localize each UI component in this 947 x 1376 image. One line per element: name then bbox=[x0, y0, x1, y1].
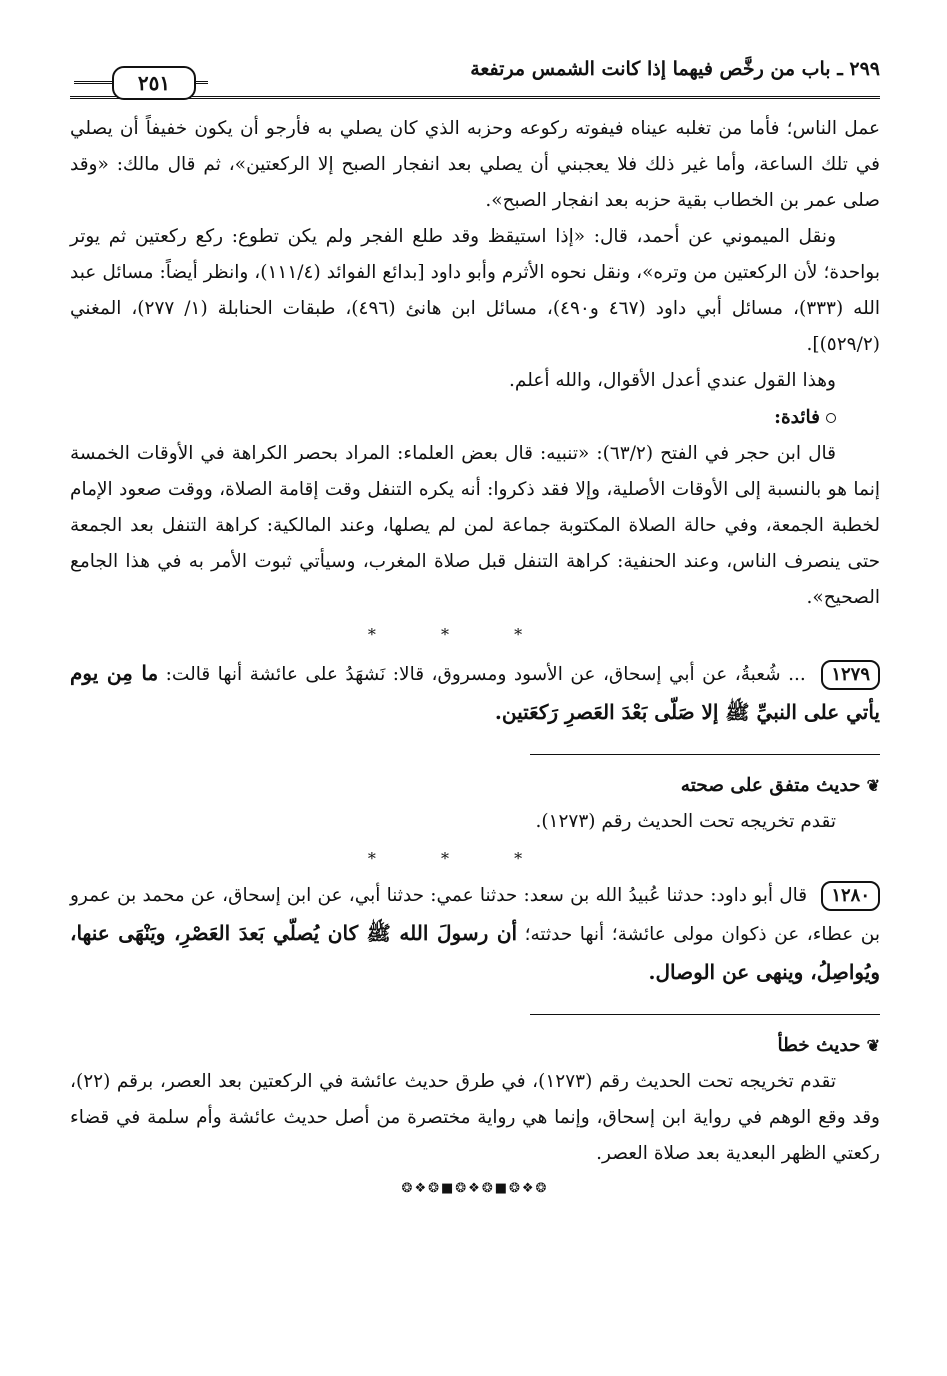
book-page bbox=[70, 52, 880, 1202]
faida-heading-line bbox=[70, 400, 880, 436]
paragraph-3: وهذا القول عندي أعدل الأقوال، والله أعلم. bbox=[509, 370, 836, 392]
hadith-number-1279: ١٢٧٩ bbox=[821, 660, 880, 690]
page-number: ٢٥١ bbox=[112, 66, 196, 100]
paragraph-2: ونقل الميموني عن أحمد، قال: «إذا استيقظ وقد طلع الفجر ولم يكن تطوع: ركع ركعتين ثم يوتر بواحدة؛ لأن الركعتين من وتره»، ونقل نحوه الأثرم وأبو داود [بدائع الفوائد (١١١/٤)، وانظر أيضاً: مسائل عبد الله (٣٣٣)، مسائل أبي داود (٤٦٧ و٤٩٠)، مسائل ابن هانئ (٤٩٦)، طبقات الحنابلة (١/ ٢٧٧)، المغني (٥٢٩/٢)]. bbox=[70, 226, 881, 356]
takhrij-1280-text: تقدم تخريجه تحت الحديث رقم (١٢٧٣)، في طرق حديث عائشة في الركعتين بعد العصر، برقم (٢٢)، وقد وقع الوهم في رواية ابن إسحاق، وإنما هي رواية مختصرة من أصل حديث عائشة وأم سلمة في قضاء ركعتي الظهر البعدية بعد صلاة العصر. bbox=[70, 1071, 880, 1165]
takhrij-1279-text: تقدم تخريجه تحت الحديث رقم (١٢٧٣). bbox=[535, 811, 836, 832]
page-header bbox=[70, 52, 880, 99]
hadith-number-1280: ١٢٨٠ bbox=[821, 881, 880, 911]
footnote-divider-1 bbox=[530, 754, 880, 755]
hadith-1280-isnad: قال أبو داود: حدثنا عُبيدُ الله بن سعد: حدثنا عمي: حدثنا أبي، عن ابن إسحاق، عن محمد بن عمرو بن عطاء، عن ذكوان مولى عائشة؛ أنها حدثته؛ bbox=[70, 885, 880, 946]
takhrij-1279-heading-line bbox=[70, 767, 880, 804]
leaf-icon: ❦ bbox=[866, 1036, 880, 1056]
chapter-title: ٢٩٩ ـ باب من رخَّص فيهما إذا كانت الشمس مرتفعة bbox=[470, 58, 880, 80]
takhrij-1280-heading: حديث خطأ bbox=[777, 1035, 861, 1057]
section-separator-2: * * * bbox=[367, 849, 553, 869]
faida-heading: فائدة: bbox=[774, 406, 820, 428]
section-separator-1: * * * bbox=[367, 624, 553, 644]
hadith-1279 bbox=[70, 654, 880, 732]
paragraph-4: قال ابن حجر في الفتح (٦٣/٢): «تنبيه: قال بعض العلماء: المراد بحصر الكراهة في الأوقات الخمسة إنما هو بالنسبة إلى الأوقات الأصلية، وإلا فقد ذكروا: أنه يكره التنفل وقت إقامة الصلاة، ووقت صعود الإمام لخطبة الجمعة، وفي حالة الصلاة المكتوبة جماعة لمن لم يصلها، وعند المالكية: كراهة التنفل بعد الجمعة حتى ينصرف الناس، وعند الحنفية: كراهة التنفل قبل صلاة المغرب، وسيأتي ثبوت الأمر به في هذا الجامع الصحيح». bbox=[70, 442, 880, 608]
footnote-divider-2 bbox=[530, 1014, 880, 1015]
hadith-1280-matn: أن رسولَ الله ﷺ كان يُصلّي بَعدَ العَصْرِ، ويَنْهَى عنها، ويُواصِلُ، وينهى عن الوصال. bbox=[70, 921, 880, 985]
takhrij-1280-heading-line bbox=[70, 1027, 880, 1064]
hadith-1280 bbox=[70, 878, 880, 992]
hadith-1279-matn: ما مِن يوم يأتي على النبيِّ ﷺ إلا صَلّى بَعْدَ العَصرِ رَكعَتين. bbox=[70, 660, 880, 724]
leaf-icon: ❦ bbox=[866, 776, 880, 795]
circle-bullet-icon bbox=[826, 413, 836, 423]
page-body bbox=[70, 111, 880, 1202]
hadith-1279-isnad: ... شُعبةُ، عن أبي إسحاق، عن الأسود ومسروق، قالا: نَشهَدُ على عائشة أنها قالت: bbox=[165, 663, 806, 685]
footer-ornament-icon: ❂❖❂■❂❖❂■❂❖❂ bbox=[401, 1181, 549, 1197]
paragraph-1: عمل الناس؛ فأما من تغلبه عيناه فيفوته ركوعه وحزبه الذي كان يصلي به فأرجو أن يكون خفيفاً أن يصلي في تلك الساعة، وأما غير ذلك فلا يعجبني أن يصلي بعد انفجار الصبح إلا الركعتين»، ثم قال مالك: «وقد صلى عمر بن الخطاب بقية حزبه بعد انفجار الصبح». bbox=[70, 118, 880, 212]
takhrij-1279-heading: حديث متفق على صحته bbox=[680, 775, 861, 796]
